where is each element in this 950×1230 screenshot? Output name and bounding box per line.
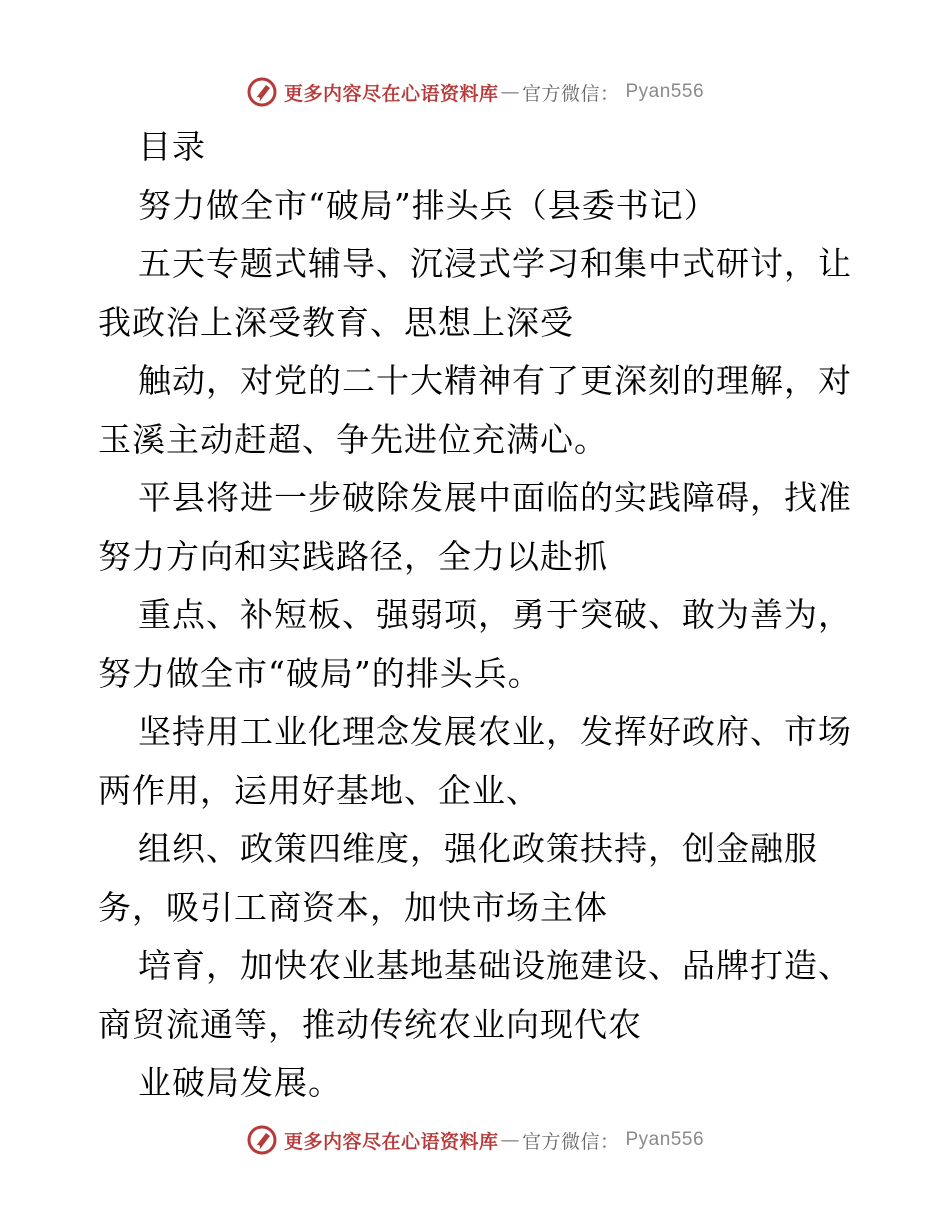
- paragraph: 业破局发展。: [138, 1063, 342, 1102]
- paragraph: 培育，加快农业基地基础设施建设、品牌打造、商贸流通等，推动传统农业向现代农: [98, 946, 852, 1044]
- footer-wechat-id: Pyan556: [625, 1129, 705, 1150]
- paragraph: 平县将进一步破除发展中面临的实践障碍，找准努力方向和实践路径，全力以赴抓: [98, 478, 852, 576]
- pen-nib-logo-icon: [246, 76, 278, 108]
- footer-wechat-label: 官方微信：: [521, 1130, 620, 1153]
- footer-banner: [0, 1120, 950, 1160]
- footer-separator: —: [500, 1129, 520, 1151]
- paragraph: 坚持用工业化理念发展农业，发挥好政府、市场两作用，运用好基地、企业、: [98, 712, 852, 810]
- article-title: 努力做全市“破局”排头兵（县委书记）: [138, 185, 718, 225]
- paragraph: 重点、补短板、强弱项，勇于突破、敢为善为，努力做全市“破局”的排头兵。: [98, 595, 852, 693]
- header-banner: [0, 72, 950, 112]
- header-separator: —: [500, 81, 520, 103]
- paragraph: 五天专题式辅导、沉浸式学习和集中式研讨，让我政治上深受教育、思想上深受: [98, 244, 852, 342]
- header-site-text: 更多内容尽在心语资料库: [283, 82, 499, 105]
- header-wechat-label: 官方微信：: [521, 82, 620, 105]
- footer-site-text: 更多内容尽在心语资料库: [283, 1130, 499, 1153]
- paragraph: 触动，对党的二十大精神有了更深刻的理解，对玉溪主动赶超、争先进位充满心。: [98, 361, 852, 459]
- document-body: [98, 118, 858, 1113]
- toc-title: 目录: [138, 127, 206, 166]
- header-wechat-id: Pyan556: [625, 81, 705, 102]
- pen-nib-logo-icon: [246, 1124, 278, 1156]
- paragraph: 组织、政策四维度，强化政策扶持，创金融服务，吸引工商资本，加快市场主体: [98, 829, 818, 927]
